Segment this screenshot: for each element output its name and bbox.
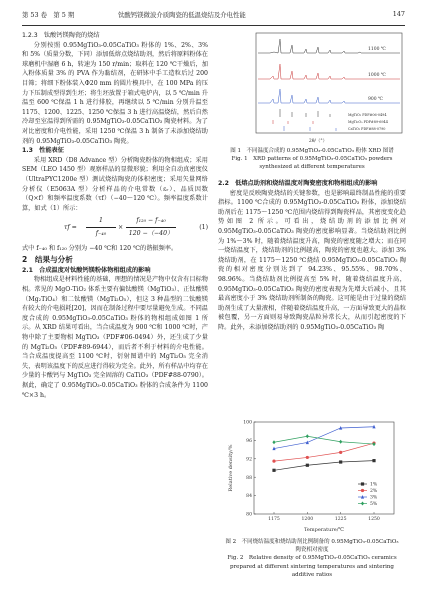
section-1-2-3-title: 1.2.3 钛酸钙镁陶瓷的烧结 bbox=[22, 32, 100, 39]
series-line bbox=[274, 461, 374, 471]
legend bbox=[358, 482, 378, 508]
section-2-2-title: 2.2 低熔点助剂和烧结温度对陶瓷密度和物相组成的影响 bbox=[218, 180, 378, 187]
legend-label: 5% bbox=[370, 502, 378, 508]
reference-sticks-mgtio3 bbox=[280, 109, 330, 117]
equation-1 bbox=[22, 215, 208, 241]
y-tick-label: 80 bbox=[246, 512, 252, 518]
formula-times: × bbox=[118, 224, 124, 232]
legend-label: 3% bbox=[370, 495, 378, 501]
fig1-caption-en-2: synthesized at different temperatures bbox=[259, 164, 365, 171]
ref-label-catio3: CaTiO₃ PDF#88-0790 bbox=[348, 127, 386, 131]
legend-label: 2% bbox=[370, 489, 378, 495]
y-tick-label: 100 bbox=[243, 420, 252, 426]
data-point bbox=[306, 464, 309, 467]
x-axis-label: Temperature/℃ bbox=[303, 527, 345, 533]
ref-label-mgti2o5: MgTi₂O₅ PDF#89-6944 bbox=[348, 120, 388, 124]
section-1-3-body: 采用 XRD（D8 Advance 型）分析陶瓷粉体的物相组成；采用 SEM（LEO 1450 型）观察样品的显微形貌；利用全自动真密度仪（UltraPYC1200e 型）测试烧结陶瓷的体积密度；采用矢量网络分析仪（E5063A 型）分析样品的介电常数（εᵣ）、品质因数（Q×f）和频率温度系数（τf）（−40～120 ℃）。频率温度系数计算，如式（1）所示： bbox=[22, 156, 208, 212]
figure1-xlabel: 2θ/（°） bbox=[308, 139, 328, 144]
fraction-bar bbox=[86, 227, 116, 228]
fig2-caption-en-2: prepared at different sintering temperatures and sintering additive ratios bbox=[230, 563, 394, 578]
formula-note: 式中 f₋₄₀ 和 f₁₂₀ 分别为 −40 ℃和 120 ℃的谐振频率。 bbox=[22, 245, 178, 253]
data-point bbox=[306, 434, 309, 438]
reference-sticks-mgti2o5 bbox=[273, 120, 313, 124]
fraction-bar bbox=[126, 227, 176, 228]
y-tick-label: 84 bbox=[246, 494, 252, 500]
formula-frac2-num: f₁₂₀ − f₋₄₀ bbox=[136, 217, 166, 225]
formula-frac1-num: 1 bbox=[99, 217, 103, 225]
series-2 bbox=[272, 442, 375, 463]
ref-label-mgtio3: MgTiO₃ PDF#06-0494 bbox=[348, 113, 387, 117]
y-tick-label: 96 bbox=[246, 439, 252, 444]
running-title: 钛酸钙镁微波介质陶瓷的低温烧结及介电性能 bbox=[118, 11, 246, 19]
relative-density-chart bbox=[218, 418, 406, 534]
formula-frac1-den: f₋₄₀ bbox=[95, 229, 107, 237]
x-tick-label: 1225 bbox=[334, 517, 347, 522]
figure-1-caption bbox=[218, 147, 406, 172]
volume-issue: 第 53 卷 第 5 期 bbox=[22, 11, 75, 19]
y-axis-label: Relative density/% bbox=[228, 444, 234, 492]
formula-fraction-2 bbox=[126, 216, 176, 238]
figure-1 bbox=[218, 31, 406, 145]
series-1 bbox=[272, 459, 375, 472]
data-point bbox=[272, 469, 275, 472]
series-3 bbox=[272, 425, 375, 450]
data-point bbox=[306, 456, 309, 459]
fig2-caption-cn-2: 陶瓷相对密度 bbox=[295, 547, 329, 554]
equation-number: (1) bbox=[199, 224, 208, 232]
fig1-caption-en-1: Fig. 1 XRD patterns of 0.95MgTiO₃-0.05CaTiO₃ powders bbox=[231, 156, 393, 163]
right-column-text bbox=[218, 179, 406, 333]
x-tick-label: 1250 bbox=[368, 517, 380, 522]
legend-label: 1% bbox=[370, 482, 378, 488]
fig2-caption-cn-1: 图 2 不同烧结温度和烧结助剂比例制备的 0.95MgTiO₃-0.05CaTiO₃ bbox=[225, 539, 399, 545]
x-ticks bbox=[268, 512, 380, 522]
page-header bbox=[22, 10, 405, 23]
header-rule bbox=[22, 25, 405, 26]
data-point bbox=[339, 440, 342, 444]
fig2-caption-en-1: Fig. 2 Relative density of 0.95MgTiO₃-0.05CaTiO₃ ceramics bbox=[227, 555, 397, 562]
data-point bbox=[361, 482, 364, 485]
series-line bbox=[274, 436, 374, 444]
section-2-1-title: 2.1 合成温度对钛酸钙镁粉体物相组成的影响 bbox=[22, 266, 151, 274]
figure-2 bbox=[218, 418, 406, 534]
y-tick-label: 92 bbox=[246, 457, 252, 463]
section-2-title: 2 结果与分析 bbox=[22, 254, 73, 264]
section-1-2-3-body: 分别按照 0.95MgTiO₃-0.05CaTiO₃ 粉体的 1%、2%、3% 和 5%（质量分数，下同）添加低熔点烧结助剂，然后将原料粉体在球磨机中湿磨 6 h，转速为 150 r/min；取料在 120 ℃干燥后，加入粉体质量 3% 的 PVA 作为黏结剂，在研钵中手工造粒后过 200 目筛；将细下粉体装入Φ20 mm 的圆片模具中，在 100 MPa 的压力下压制成型得到生坯；将生坯放置于箱式电炉内，以 5 ℃/min 升温至 600 ℃保温 1 h 进行排胶，再继续以 5 ℃/min 分别升温至 1175、1200、1225、1250 ℃保温 3 h 进行高温烧结，然后自然冷却至室温得到所需的 0.95MgTiO₃-0.05CaTiO₃ 陶瓷材料。为了对比密度和介电性能，采用 1250 ℃保温 3 h 制备了未添加烧结助剂的 0.95MgTiO₃-0.05CaTiO₃ 陶瓷。 bbox=[22, 41, 208, 145]
x-tick-label: 1200 bbox=[301, 517, 314, 522]
section-1-3-title: 1.3 性能表征 bbox=[22, 147, 64, 155]
data-point bbox=[361, 502, 364, 506]
data-point bbox=[339, 460, 342, 463]
page-number: 147 bbox=[392, 10, 405, 18]
formula-fraction-1 bbox=[86, 216, 116, 238]
series-layer bbox=[272, 425, 375, 472]
data-point bbox=[361, 489, 364, 492]
left-column bbox=[22, 31, 208, 400]
data-point bbox=[272, 440, 275, 444]
y-tick-label: 88 bbox=[246, 475, 252, 481]
trace-label-900: 900 ℃ bbox=[368, 97, 384, 102]
xrd-patterns-plot bbox=[218, 31, 406, 145]
formula-lhs: τf = bbox=[64, 224, 77, 232]
formula-frac2-den: 120 −（−40） bbox=[128, 229, 174, 237]
data-point bbox=[372, 459, 375, 462]
section-2-1-body: 物相组成是材料性能的基础，理想的情况是产物中仅含有目标物相。常见的 MgO-TiO₂ 体系主要有偏钛酸镁（MgTiO₃）、正钛酸镁（Mg₂TiO₄）和二钛酸镁（MgTi₂O₅），但这 3 种晶型的二钛酸镁有较大的介电损耗[20]，因而在制备过程中要尽量避免生成。不同温度合成的 0.95MgTiO₃-0.05CaTiO₃ 粉体的物相组成如图 1 所示。从 XRD 结果可看出，当合成温度为 900 ℃和 1000 ℃时，产物中除了主要物相 MgTiO₃（PDF#06-0494）外，还生成了少量的 MgTi₂O₅（PDF#89-6944），而后者不利于材料的介电性能。当合成温度提高至 1100 ℃时，衍射图谱中的 MgTi₂O₅ 完全消失，表明该温度下的反应进行得较为完全。此外，所有样品中均存在少量的卡酸钙与 MgTiO₃ 完全固溶的 CaTiO₃（PDF#88-0790）。据此，确定了 0.95MgTiO₃-0.05CaTiO₃ 粉体的合成条件为 1100 ℃×3 h。 bbox=[22, 276, 208, 399]
reference-sticks-catio3 bbox=[284, 126, 336, 131]
x-tick-label: 1175 bbox=[268, 517, 280, 522]
data-point bbox=[272, 460, 275, 463]
fig1-caption-cn: 图 1 不同温度合成的 0.95MgTiO₃-0.05CaTiO₃ 粉体 XRD 图谱 bbox=[230, 148, 394, 154]
series-4 bbox=[272, 434, 375, 446]
section-2-2-body-1: 密度是反映陶瓷烧结的关键参数，也是影响最终制品性能的重要指标。1100 ℃合成的 0.95MgTiO₃-0.05CaTiO₃ 粉体，添加烧结助剂后在 1175～1250 ℃范围内烧结得到陶瓷样品，其密度变化趋势如图 2 所示。可看出，烧结助剂的添加比例对 0.95MgTiO₃-0.05CaTiO₃ 陶瓷的密度影响显著。当烧结助剂比例为 1%～3% 时，随着烧结温度升高，陶瓷的密度随之增大；而在同一烧结温度下，烧结助剂的比例越高，陶瓷的密度也越大。添加 3% 烧结助剂，在 1175～1250 ℃烧结 0.95MgTiO₃-0.05CaTiO₃ 陶瓷的相对密度分别达到了 94.23%、95.55%、98.70%、98.96%。当烧结助剂比例提高至 5% 时，随着烧结温度升高，0.95MgTiO₃-0.05CaTiO₃ 陶瓷的密度表现为先增大后减小，且其最高密度小于 3% 烧结助剂所制备的陶瓷。这可能是由于过量的烧结助剂生成了大量液相，伴随着烧结温度升高，一方面导致更大的晶粒被包覆，另一方面则易导致陶瓷晶粒异常长大，从而引起密度的下降。此外，未添加烧结助剂的 0.95MgTiO₃-0.05CaTiO₃ 陶 bbox=[218, 189, 406, 331]
figure-2-caption bbox=[218, 538, 406, 579]
series-line bbox=[274, 427, 374, 449]
trace-label-1000: 1000 ℃ bbox=[368, 73, 386, 78]
data-point bbox=[339, 451, 342, 454]
trace-label-1100: 1100 ℃ bbox=[368, 47, 386, 52]
